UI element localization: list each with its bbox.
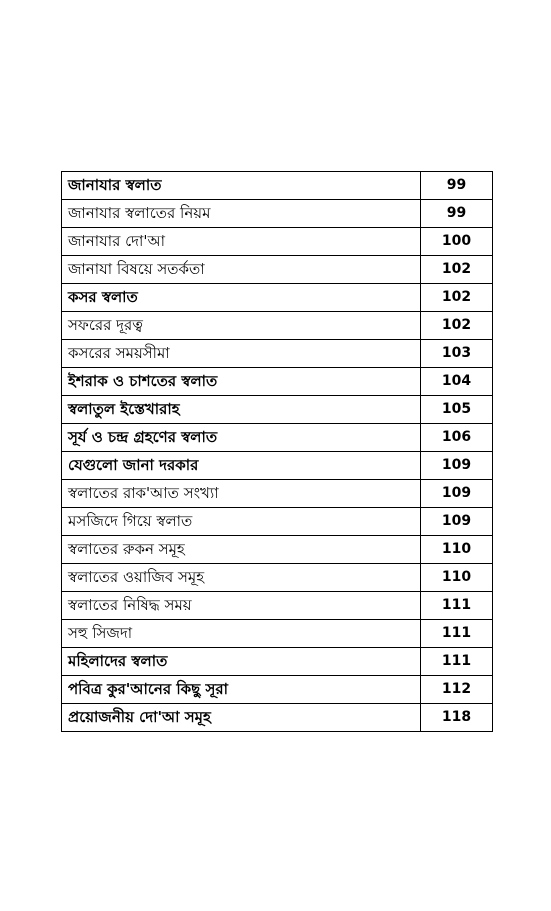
- toc-entry-page-number: 99: [421, 200, 493, 228]
- toc-entry-title: স্বলাতুল ইস্তেখারাহ: [62, 396, 421, 424]
- table-row: [62, 620, 493, 648]
- table-row: [62, 256, 493, 284]
- toc-entry-page-number: 106: [421, 424, 493, 452]
- table-row: [62, 284, 493, 312]
- toc-entry-title: সূর্য ও চন্দ্র গ্রহণের স্বলাত: [62, 424, 421, 452]
- toc-entry-page-number: 103: [421, 340, 493, 368]
- toc-entry-page-number: 118: [421, 704, 493, 732]
- table-row: [62, 312, 493, 340]
- table-row: [62, 648, 493, 676]
- toc-entry-title: কসর স্বলাত: [62, 284, 421, 312]
- toc-entry-title: পবিত্র কুর'আনের কিছু সূরা: [62, 676, 421, 704]
- toc-entry-page-number: 102: [421, 284, 493, 312]
- toc-entry-title: সফরের দূরত্ব: [62, 312, 421, 340]
- toc-entry-page-number: 110: [421, 564, 493, 592]
- table-row: [62, 480, 493, 508]
- table-row: [62, 676, 493, 704]
- table-row: [62, 452, 493, 480]
- table-row: [62, 592, 493, 620]
- toc-entry-title: যেগুলো জানা দরকার: [62, 452, 421, 480]
- table-of-contents: [61, 171, 493, 732]
- toc-entry-title: ইশরাক ও চাশতের স্বলাত: [62, 368, 421, 396]
- toc-entry-page-number: 112: [421, 676, 493, 704]
- toc-entry-page-number: 111: [421, 620, 493, 648]
- toc-entry-page-number: 102: [421, 256, 493, 284]
- toc-entry-page-number: 111: [421, 648, 493, 676]
- toc-entry-page-number: 104: [421, 368, 493, 396]
- table-row: [62, 424, 493, 452]
- toc-entry-title: মসজিদে গিয়ে স্বলাত: [62, 508, 421, 536]
- table-row: [62, 200, 493, 228]
- toc-entry-page-number: 102: [421, 312, 493, 340]
- toc-entry-title: কসরের সময়সীমা: [62, 340, 421, 368]
- toc-entry-title: স্বলাতের নিষিদ্ধ সময়: [62, 592, 421, 620]
- toc-entry-title: স্বলাতের রাক'আত সংখ্যা: [62, 480, 421, 508]
- toc-entry-title: জানাযার স্বলাত: [62, 172, 421, 200]
- table-row: [62, 228, 493, 256]
- toc-entry-title: স্বলাতের ওয়াজিব সমূহ: [62, 564, 421, 592]
- toc-entry-page-number: 100: [421, 228, 493, 256]
- toc-entry-title: স্বলাতের রুকন সমূহ: [62, 536, 421, 564]
- table-row: [62, 340, 493, 368]
- toc-entry-page-number: 109: [421, 480, 493, 508]
- toc-entry-page-number: 109: [421, 508, 493, 536]
- toc-entry-title: জানাযার স্বলাতের নিয়ম: [62, 200, 421, 228]
- toc-entry-title: প্রয়োজনীয় দো'আ সমূহ: [62, 704, 421, 732]
- toc-entry-page-number: 110: [421, 536, 493, 564]
- toc-entry-title: জানাযার দো'আ: [62, 228, 421, 256]
- table-row: [62, 396, 493, 424]
- table-row: [62, 536, 493, 564]
- table-row: [62, 368, 493, 396]
- table-row: [62, 564, 493, 592]
- toc-entry-page-number: 99: [421, 172, 493, 200]
- toc-entry-title: সহু সিজদা: [62, 620, 421, 648]
- table-row: [62, 172, 493, 200]
- table-row: [62, 704, 493, 732]
- toc-entry-page-number: 111: [421, 592, 493, 620]
- toc-entry-title: মহিলাদের স্বলাত: [62, 648, 421, 676]
- toc-entry-page-number: 109: [421, 452, 493, 480]
- toc-entry-title: জানাযা বিষয়ে সতর্কতা: [62, 256, 421, 284]
- toc-entry-page-number: 105: [421, 396, 493, 424]
- table-row: [62, 508, 493, 536]
- toc-body: [62, 172, 493, 732]
